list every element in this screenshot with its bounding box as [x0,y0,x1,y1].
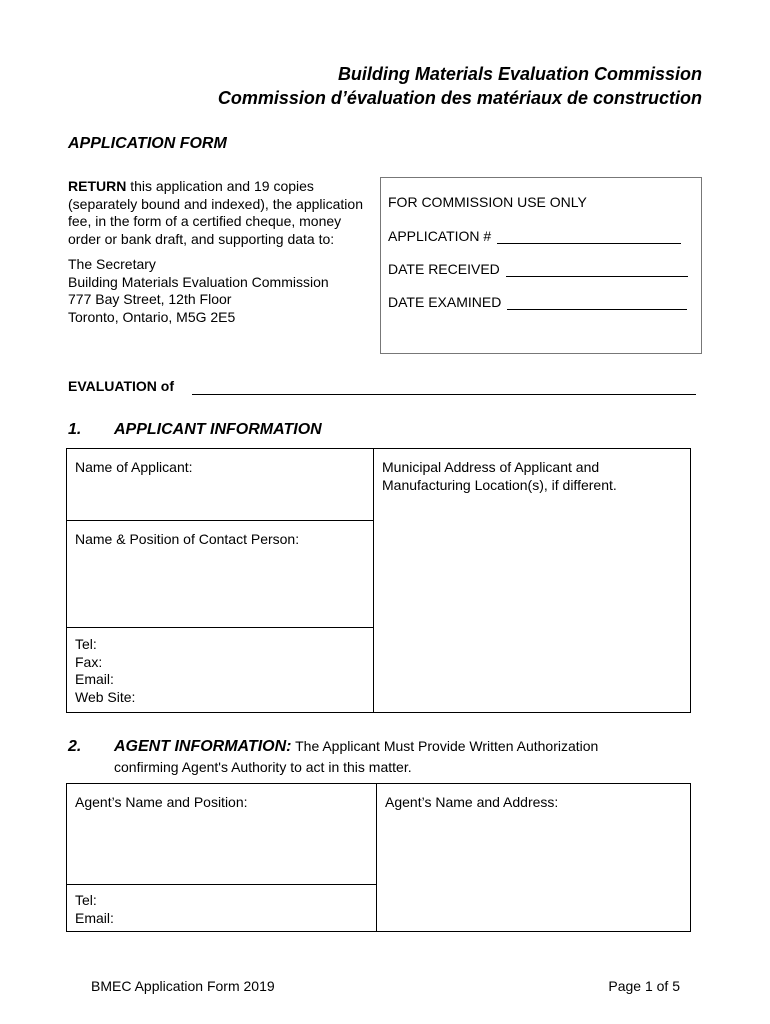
fax-label: Fax: [75,653,103,670]
section2-heading [68,738,598,756]
email-label: Email: [75,671,114,687]
applicant-address-label: Municipal Address of Applicant and Manufacturing Location(s), if different. [382,459,617,493]
footer-form-name: BMEC Application Form 2019 [91,978,275,994]
title-english: Building Materials Evaluation Commission [337,64,702,84]
date-examined-field[interactable] [507,295,687,310]
application-number-field[interactable] [497,229,681,244]
agent-address-cell[interactable] [377,784,691,932]
commission-heading: FOR COMMISSION USE ONLY [388,194,587,210]
address-line: Toronto, Ontario, M5G 2E5 [68,308,236,325]
section2-title: AGENT INFORMATION: [114,738,292,755]
return-instructions [68,178,368,326]
applicant-info-table [66,448,691,713]
applicant-name-label: Name of Applicant: [75,459,193,475]
date-received-field[interactable] [506,262,688,277]
agent-contact-cell[interactable] [67,885,377,932]
footer-page-number: Page 1 of 5 [608,978,680,994]
applicant-contact-cell[interactable] [67,628,374,713]
application-number-row [388,228,681,244]
agent-address-label: Agent’s Name and Address: [385,794,559,810]
date-examined-label: DATE EXAMINED [388,294,502,310]
tel-label: Tel: [75,636,97,652]
section1-title: APPLICANT INFORMATION [114,421,322,438]
address-line: The Secretary [68,256,156,272]
return-text: this application and 19 copies (separately bound and indexed), the application fee, in the form of a certified cheque, money order or bank draft, and supporting data to: [68,178,363,247]
commission-use-box [380,177,702,354]
section2-subtitle: The Applicant Must Provide Written Authorization [291,738,599,754]
agent-name-cell[interactable] [67,784,377,885]
form-title: APPLICATION FORM [68,135,227,152]
applicant-address-cell[interactable] [374,449,691,713]
evaluation-label: EVALUATION of [68,378,175,394]
address-line: Building Materials Evaluation Commission [68,273,329,290]
section2-subtitle-line2: confirming Agent's Authority to act in this matter. [114,759,412,775]
web-site-label: Web Site: [75,688,136,705]
address-line: 777 Bay Street, 12th Floor [68,291,232,307]
return-paragraph [68,178,368,248]
date-examined-row [388,294,687,310]
date-received-row [388,261,688,277]
agent-name-label: Agent’s Name and Position: [75,794,248,810]
contact-person-cell[interactable] [67,521,374,628]
section2-number: 2. [68,738,82,755]
evaluation-field[interactable] [192,394,696,395]
agent-info-table [66,783,691,932]
section1-number: 1. [68,421,82,438]
applicant-name-cell[interactable] [67,449,374,521]
title-french: Commission d’évaluation des matériaux de construction [217,88,702,108]
application-number-label: APPLICATION # [388,228,492,244]
agent-email-label: Email: [75,909,114,926]
return-bold: RETURN [68,178,127,194]
section1-heading [68,421,322,439]
agent-tel-label: Tel: [75,892,97,908]
date-received-label: DATE RECEIVED [388,261,500,277]
contact-person-label: Name & Position of Contact Person: [75,531,300,547]
